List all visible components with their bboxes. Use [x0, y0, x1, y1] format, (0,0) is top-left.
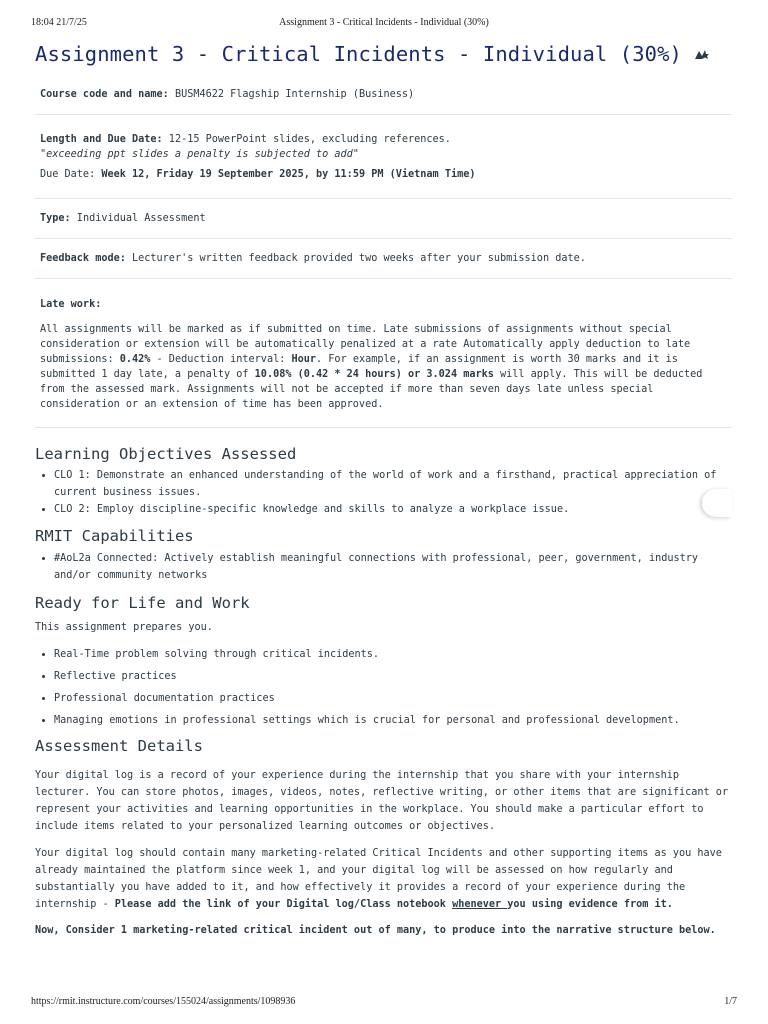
assessment-paragraph-2 [35, 845, 732, 913]
course-section [35, 70, 732, 114]
list-item: • CLO 1: Demonstrate an enhanced understanding of the world of work and a firsthand, practical appreciation of current business issues. [54, 467, 732, 501]
list-item: • Managing emotions in professional settings which is crucial for personal and professional development. [54, 710, 732, 732]
assessment-heading: Assessment Details [35, 737, 203, 755]
capabilities-heading: RMIT Capabilities [35, 527, 194, 545]
print-title: Assignment 3 - Critical Incidents - Individual (30%) [279, 17, 489, 28]
type-label: Type: [40, 213, 71, 224]
length-note: "exceeding ppt slides a penalty is subjected to add" [40, 149, 359, 160]
late-work-label: Late work: [40, 299, 102, 310]
print-url: https://rmit.instructure.com/courses/155024/assignments/1098936 [31, 996, 296, 1007]
page-title-text: Assignment 3 - Critical Incidents - Individual (30%) [35, 42, 682, 66]
list-item: • Reflective practices [54, 666, 732, 688]
ready-heading: Ready for Life and Work [35, 594, 250, 612]
late-penalty-example: 10.08% (0.42 * 24 hours) or 3.024 marks [254, 369, 494, 380]
learning-objectives-list [35, 467, 732, 518]
capabilities-list [35, 550, 732, 584]
side-scroll-tab[interactable] [702, 489, 732, 517]
late-text-2: - Deduction interval: [150, 354, 292, 365]
page-title [35, 38, 732, 70]
assessment-p2-bold: Please add the link of your Digital log/Class notebook [114, 899, 453, 910]
print-footer [31, 996, 737, 1010]
late-interval: Hour [291, 354, 317, 365]
feedback-value: Lecturer's written feedback provided two weeks after your submission date. [125, 253, 586, 264]
learning-objectives-heading: Learning Objectives Assessed [35, 445, 297, 463]
late-text-1: All assignments will be marked as if submitted on time. Late submissions of assignments without special consideration or extension will be automatically penalized at a rate Automatically apply deduction to late submissions: [40, 324, 691, 365]
late-work-text [40, 322, 732, 412]
course-value: BUSM4622 Flagship Internship (Business) [168, 89, 415, 100]
late-rate: 0.42% [119, 354, 151, 365]
ready-intro: This assignment prepares you. [35, 622, 213, 633]
due-value: Week 12, Friday 19 September 2025, by 11:59 PM (Vietnam Time) [101, 169, 476, 180]
assignment-content [35, 38, 732, 939]
late-text-4: will apply. This will be deducted from the assessed mark. Assignments will not be accepted if more than seven days late unless special consideration or an extension of time has been approved. [40, 369, 703, 410]
late-work-section [35, 279, 732, 427]
course-label: Course code and name: [40, 89, 169, 100]
list-item: • #AoL2a Connected: Actively establish meaningful connections with professional, peer, government, industry and/or community networks [54, 550, 732, 584]
assessment-paragraph-1: Your digital log is a record of your experience during the internship that you share with your internship lecturer. You can store photos, images, videos, notes, reflective writing, or other items that are significant or represent your activities and learning opportunities in the workplace. You should make a particular effort to include items related to your personalized learning outcomes or objectives. [35, 770, 729, 832]
length-section [35, 115, 732, 198]
feedback-label: Feedback mode: [40, 253, 126, 264]
ready-list [35, 644, 732, 732]
assessment-paragraph-3: Now, Consider 1 marketing-related critical incident out of many, to produce into the narrative structure below. [35, 925, 716, 936]
assessment-p2-underline: whenever [452, 899, 508, 910]
length-value: 12-15 PowerPoint slides, excluding references. [162, 134, 451, 145]
assessment-p2-text: Your digital log should contain many marketing-related Critical Incidents and other supporting items as you have already maintained the platform since week 1, and your digital log will be assessed on how regularly and substantially you have added to it, and how effectively it provides a record of your experience during the internship - [35, 848, 722, 910]
length-label: Length and Due Date: [40, 134, 163, 145]
list-item: • Real-Time problem solving through critical incidents. [54, 644, 732, 666]
type-value: Individual Assessment [70, 213, 206, 224]
assessment-p2-bold2: you using evidence from it. [507, 899, 673, 910]
list-item: • CLO 2: Employ discipline-specific knowledge and skills to analyze a workplace issue. [54, 501, 732, 518]
page-number: 1/7 [724, 996, 737, 1007]
feedback-section [35, 239, 732, 278]
type-section [35, 199, 732, 238]
print-timestamp: 18:04 21/7/25 [31, 17, 87, 28]
late-text-3: . For example, if an assignment is worth 30 marks and it is submitted 1 day late, a penalty of [40, 354, 678, 380]
list-item: • Professional documentation practices [54, 688, 732, 710]
publish-rocket-icon[interactable] [694, 37, 710, 69]
print-header [31, 17, 737, 31]
due-label: Due Date: [40, 169, 102, 180]
